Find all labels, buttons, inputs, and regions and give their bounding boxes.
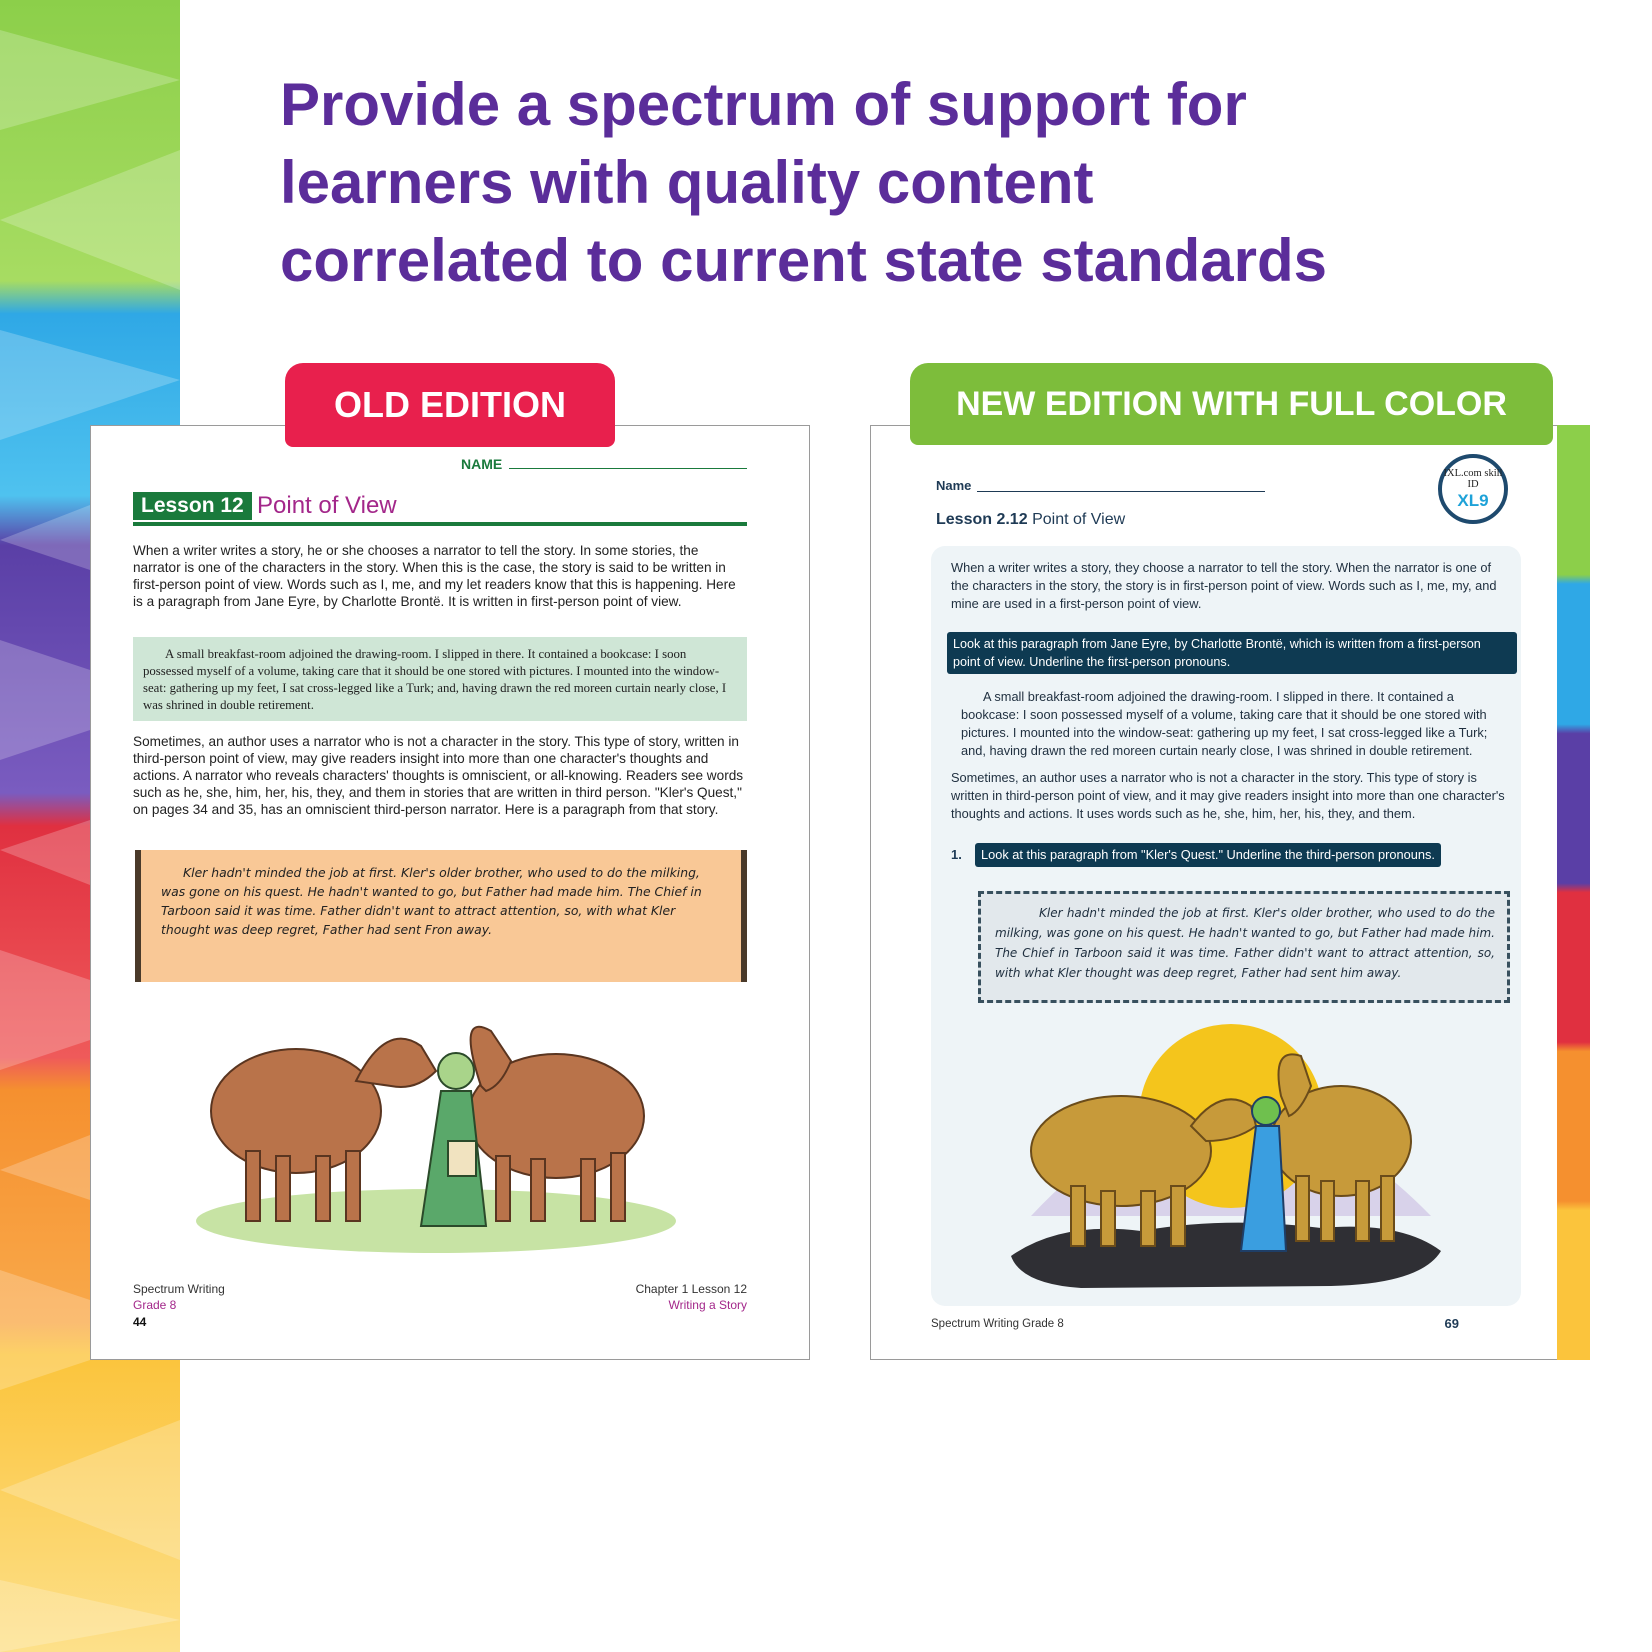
page-number: 44 [133, 1315, 147, 1329]
third-person-paragraph: Sometimes, an author uses a narrator who is not a character in the story. This type of story, written in third-person point of view, may give readers insight into more than one character's thoughts and actions. A narrator who reveals characters' thoughts is omniscient, or all-knowing. Readers see words such as he, she, him, her, his, they, and them in stories that are written in third person. "Kler's Quest," on pages 34 and 35, has an omniscient third-person narrator. Here is a paragraph from that story. [133, 734, 744, 817]
name-line [977, 491, 1265, 492]
lesson-title: Point of View [257, 492, 397, 519]
third-person-paragraph: Sometimes, an author uses a narrator who is not a character in the story. This type of story is written in third-person point of view, and it may give readers insight into more than one character's thoughts and actions. It uses words such as he, she, him, her, his, they, and them. [951, 770, 1505, 821]
kler-excerpt: Kler hadn't minded the job at first. Kler's older brother, who used to do the milking, was gone on his quest. He hadn't wanted to go, but Father had made him. The Chief in Tarboon said it was time. Father didn't want to attract attention, so, with what Kler thought was deep regret, Father had sent Fron away. [161, 865, 702, 937]
camels-illustration [186, 991, 686, 1261]
name-label: Name [936, 478, 972, 493]
headline-line-2: learners with quality content [280, 149, 1094, 216]
question-number: 1. [951, 847, 962, 862]
footer-book-title: Spectrum Writing [133, 1282, 225, 1296]
camels-sun-illustration [1001, 1016, 1451, 1301]
footer-section: Writing a Story [668, 1298, 747, 1312]
lesson-rule [133, 522, 747, 526]
footer-book-title: Spectrum Writing Grade 8 [931, 1318, 1064, 1330]
lesson-number: Lesson 2.12 [936, 511, 1028, 528]
footer-chapter: Chapter 1 Lesson 12 [635, 1282, 747, 1296]
footer-grade: Grade 8 [133, 1298, 177, 1312]
headline-line-3: correlated to current state standards [280, 227, 1327, 294]
name-label: NAME [461, 456, 503, 472]
lesson-heading [936, 511, 1125, 529]
ixl-code: XL9 [1457, 491, 1489, 510]
old-edition-tab: OLD EDITION [285, 363, 615, 447]
headline-line-1: Provide a spectrum of support for [280, 71, 1247, 138]
question-instruction: Look at this paragraph from "Kler's Quest." Underline the third-person pronouns. [975, 843, 1441, 867]
color-edge-bar [1557, 425, 1590, 1360]
ixl-badge-text: IXL.com skill ID [1443, 468, 1503, 490]
old-edition-page [90, 425, 810, 1360]
lesson-title: Point of View [1032, 511, 1126, 528]
jane-eyre-excerpt: A small breakfast-room adjoined the drawing-room. I slipped in there. It contained a bookcase: I soon possessed myself of a volume, taking care that it should be one stored with pictures. I mounted into the window-seat: gathering up my feet, I sat cross-legged like a Turk; and, having drawn the red moreen curtain nearly close, I was shrined in double retirement. [961, 689, 1488, 758]
headline [280, 66, 1480, 300]
ixl-skill-badge [1438, 454, 1508, 524]
name-line [509, 468, 747, 469]
jane-eyre-excerpt: A small breakfast-room adjoined the drawing-room. I slipped in there. It contained a bookcase: I soon possessed myself of a volume, taking care that it should be one stored with pictures. I mounted into the window-seat: gathering up my feet, I sat cross-legged like a Turk; and, having drawn the red moreen curtain nearly close, I was shrined in double retirement. [143, 647, 727, 712]
instruction-banner: Look at this paragraph from Jane Eyre, by Charlotte Brontë, which is written from a first-person point of view. Underline the first-person pronouns. [947, 632, 1517, 674]
lesson-badge: Lesson 12 [133, 492, 252, 520]
intro-paragraph: When a writer writes a story, he or she chooses a narrator to tell the story. In some stories, the narrator is one of the characters in the story. When this is the case, the story is said to be written in first-person point of view. Words such as I, me, and my let readers know that this is happening. Here is a paragraph from Jane Eyre, by Charlotte Brontë. It is written in first-person point of view. [133, 543, 736, 609]
intro-paragraph: When a writer writes a story, they choose a narrator to tell the story. When the narrator is one of the characters in the story, the story is in first-person point of view. Words such as I, me, my, and mine are used in a first-person point of view. [951, 560, 1497, 611]
new-edition-tab: NEW EDITION WITH FULL COLOR [910, 363, 1553, 445]
page-number: 69 [1444, 1316, 1459, 1331]
new-edition-page [870, 425, 1590, 1360]
kler-excerpt: Kler hadn't minded the job at first. Kler's older brother, who used to do the milking, was gone on his quest. He hadn't wanted to go, but Father had made him. The Chief in Tarboon said it was time. Father didn't want to attract attention, so, with what Kler thought was deep regret, Father had sent him away. [995, 906, 1495, 980]
